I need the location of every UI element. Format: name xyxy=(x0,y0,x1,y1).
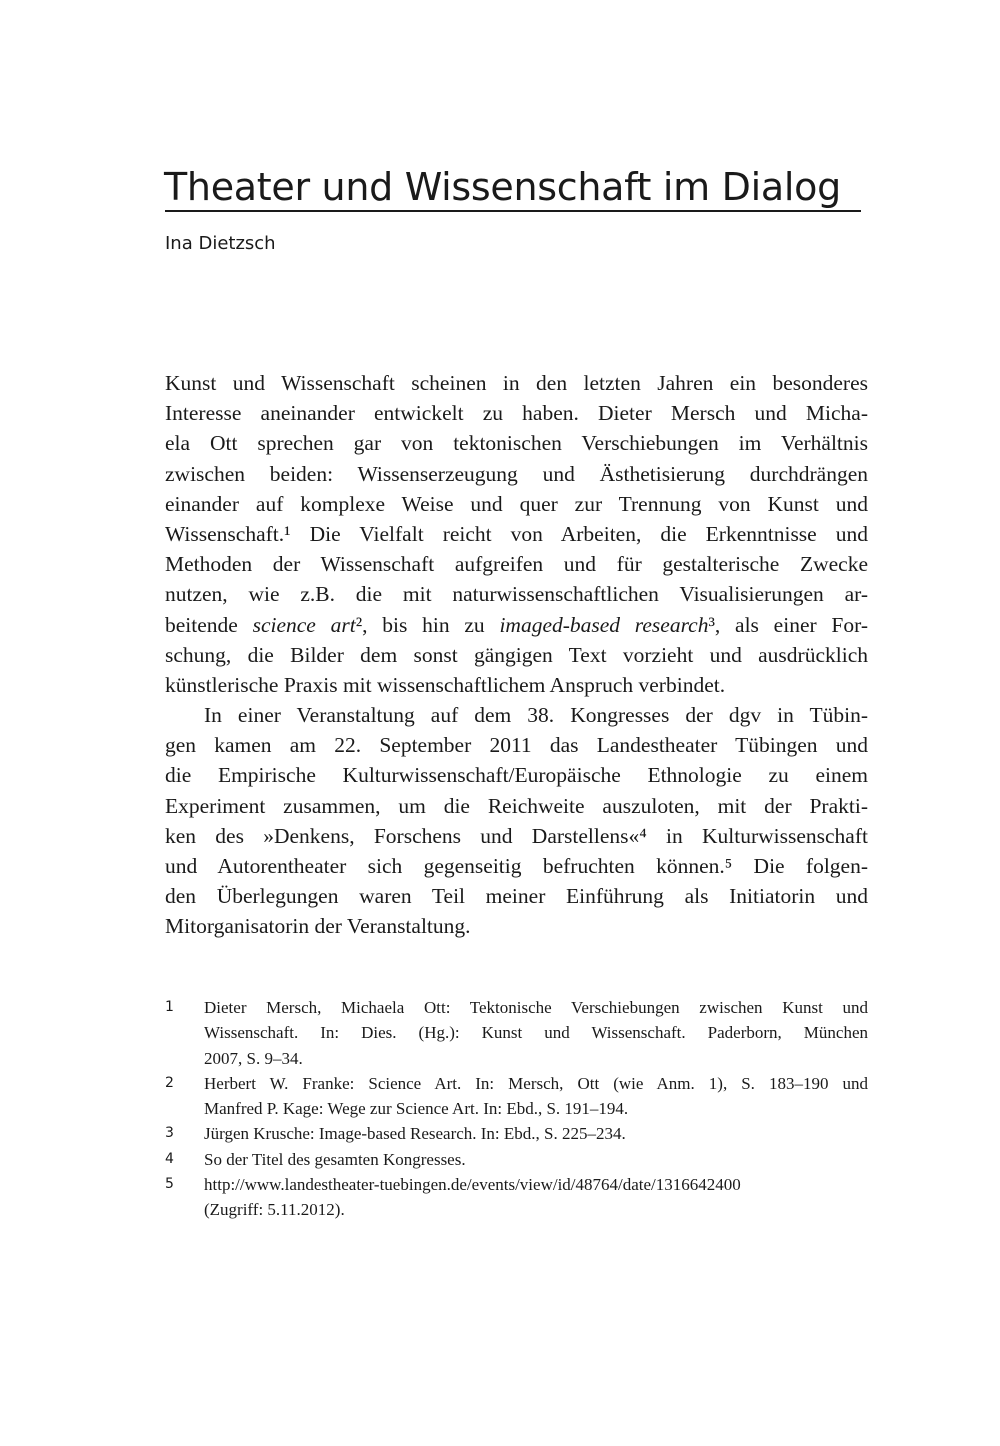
paragraph xyxy=(165,368,868,700)
body-text xyxy=(165,368,868,942)
footnote-line: 2007, S. 9–34. xyxy=(204,1048,303,1068)
text-segment: Wissenschaft.¹ Die Vielfalt reicht von Arbeiten, die Erkenntnisse und xyxy=(165,521,868,546)
text-segment: beitende xyxy=(165,612,253,637)
page-title: Theater und Wissenschaft im Dialog xyxy=(164,165,841,210)
text-line xyxy=(165,730,868,760)
text-line xyxy=(165,549,868,579)
footnote-number: 2 xyxy=(165,1074,174,1091)
text-segment: nutzen, wie z.B. die mit naturwissenschaftlichen Visualisierungen ar- xyxy=(165,582,868,607)
text-segment: den Überlegungen waren Teil meiner Einführung als Initiatorin und xyxy=(165,884,868,909)
text-segment: ², bis hin zu xyxy=(355,612,500,637)
footnote-line: http://www.landestheater-tuebingen.de/events/view/id/48764/date/1316642400 xyxy=(204,1175,741,1195)
footnote xyxy=(165,995,868,1071)
footnote-number: 5 xyxy=(165,1176,174,1193)
footnote-line: Wissenschaft. In: Dies. (Hg.): Kunst und Wissenschaft. Paderborn, München xyxy=(204,1023,868,1043)
text-line xyxy=(165,881,868,911)
text-line xyxy=(165,579,868,609)
text-segment: ken des »Denkens, Forschens und Darstellens«⁴ in Kulturwissenschaft xyxy=(165,823,868,848)
footnote-number: 1 xyxy=(165,999,174,1015)
text-line xyxy=(165,821,868,851)
text-segment: Kunst und Wissenschaft scheinen in den letzten Jahren ein besonderes xyxy=(165,371,868,395)
text-segment: Methoden der Wissenschaft aufgreifen und für gestalterische Zwecke xyxy=(165,552,868,577)
text-segment: Mitorganisatorin der Veranstaltung. xyxy=(165,914,471,939)
footnote-line: (Zugriff: 5.11.2012). xyxy=(204,1200,345,1220)
footnote xyxy=(165,1147,868,1172)
footnote-line: So der Titel des gesamten Kongresses. xyxy=(204,1149,466,1169)
footnote-number: 4 xyxy=(165,1150,174,1167)
text-line xyxy=(165,489,868,519)
text-line xyxy=(165,398,868,428)
footnote-number: 3 xyxy=(165,1125,174,1142)
footnotes xyxy=(165,995,868,1223)
footnote-line: Herbert W. Franke: Science Art. In: Mersch, Ott (wie Anm. 1), S. 183–190 und xyxy=(204,1073,868,1093)
text-segment: künstlerische Praxis mit wissenschaftlichem Anspruch verbindet. xyxy=(165,672,726,697)
text-segment: schung, die Bilder dem sonst gängigen Text vorzieht und ausdrücklich xyxy=(165,642,868,667)
text-segment: Interesse aneinander entwickelt zu haben. Dieter Mersch und Micha- xyxy=(165,401,868,426)
text-segment: die Empirische Kulturwissenschaft/Europäische Ethnologie zu einem xyxy=(165,763,868,788)
footnote xyxy=(165,1121,868,1146)
author-name: Ina Dietzsch xyxy=(165,233,276,254)
text-line xyxy=(165,459,868,489)
text-line xyxy=(165,700,868,730)
text-segment: einander auf komplexe Weise und quer zur Trennung von Kunst und xyxy=(165,491,868,516)
text-segment: ela Ott sprechen gar von tektonischen Verschiebungen im Verhältnis xyxy=(165,431,868,456)
text-segment: Experiment zusammen, um die Reichweite auszuloten, mit der Prakti- xyxy=(165,793,868,818)
text-line xyxy=(165,760,868,790)
footnote-line: Dieter Mersch, Michaela Ott: Tektonische Verschiebungen zwischen Kunst und xyxy=(204,998,868,1017)
text-segment: In einer Veranstaltung auf dem 38. Kongresses der dgv in Tübin- xyxy=(204,703,868,728)
footnote xyxy=(165,1172,868,1223)
text-segment: und Autorentheater sich gegenseitig befruchten können.⁵ Die folgen- xyxy=(165,854,868,878)
italic-term: imaged-based research xyxy=(499,612,709,637)
text-segment: zwischen beiden: Wissenserzeugung und Ästhetisierung durchdrängen xyxy=(165,461,868,486)
footnote-line: Jürgen Krusche: Image-based Research. In: Ebd., S. 225–234. xyxy=(204,1124,626,1144)
text-line xyxy=(165,640,868,670)
text-line xyxy=(165,610,868,640)
text-line xyxy=(165,791,868,821)
text-segment: gen kamen am 22. September 2011 das Landestheater Tübingen und xyxy=(165,733,868,758)
title-rule xyxy=(165,210,861,212)
text-line xyxy=(165,428,868,458)
text-line xyxy=(165,911,868,941)
footnote xyxy=(165,1071,868,1122)
text-line xyxy=(165,851,868,881)
text-line xyxy=(165,368,868,398)
italic-term: science art xyxy=(252,612,356,637)
text-line xyxy=(165,670,868,700)
paragraph xyxy=(165,700,868,942)
text-segment: ³, als einer For- xyxy=(708,612,868,637)
text-line xyxy=(165,519,868,549)
footnote-line: Manfred P. Kage: Wege zur Science Art. In: Ebd., S. 191–194. xyxy=(204,1099,629,1119)
